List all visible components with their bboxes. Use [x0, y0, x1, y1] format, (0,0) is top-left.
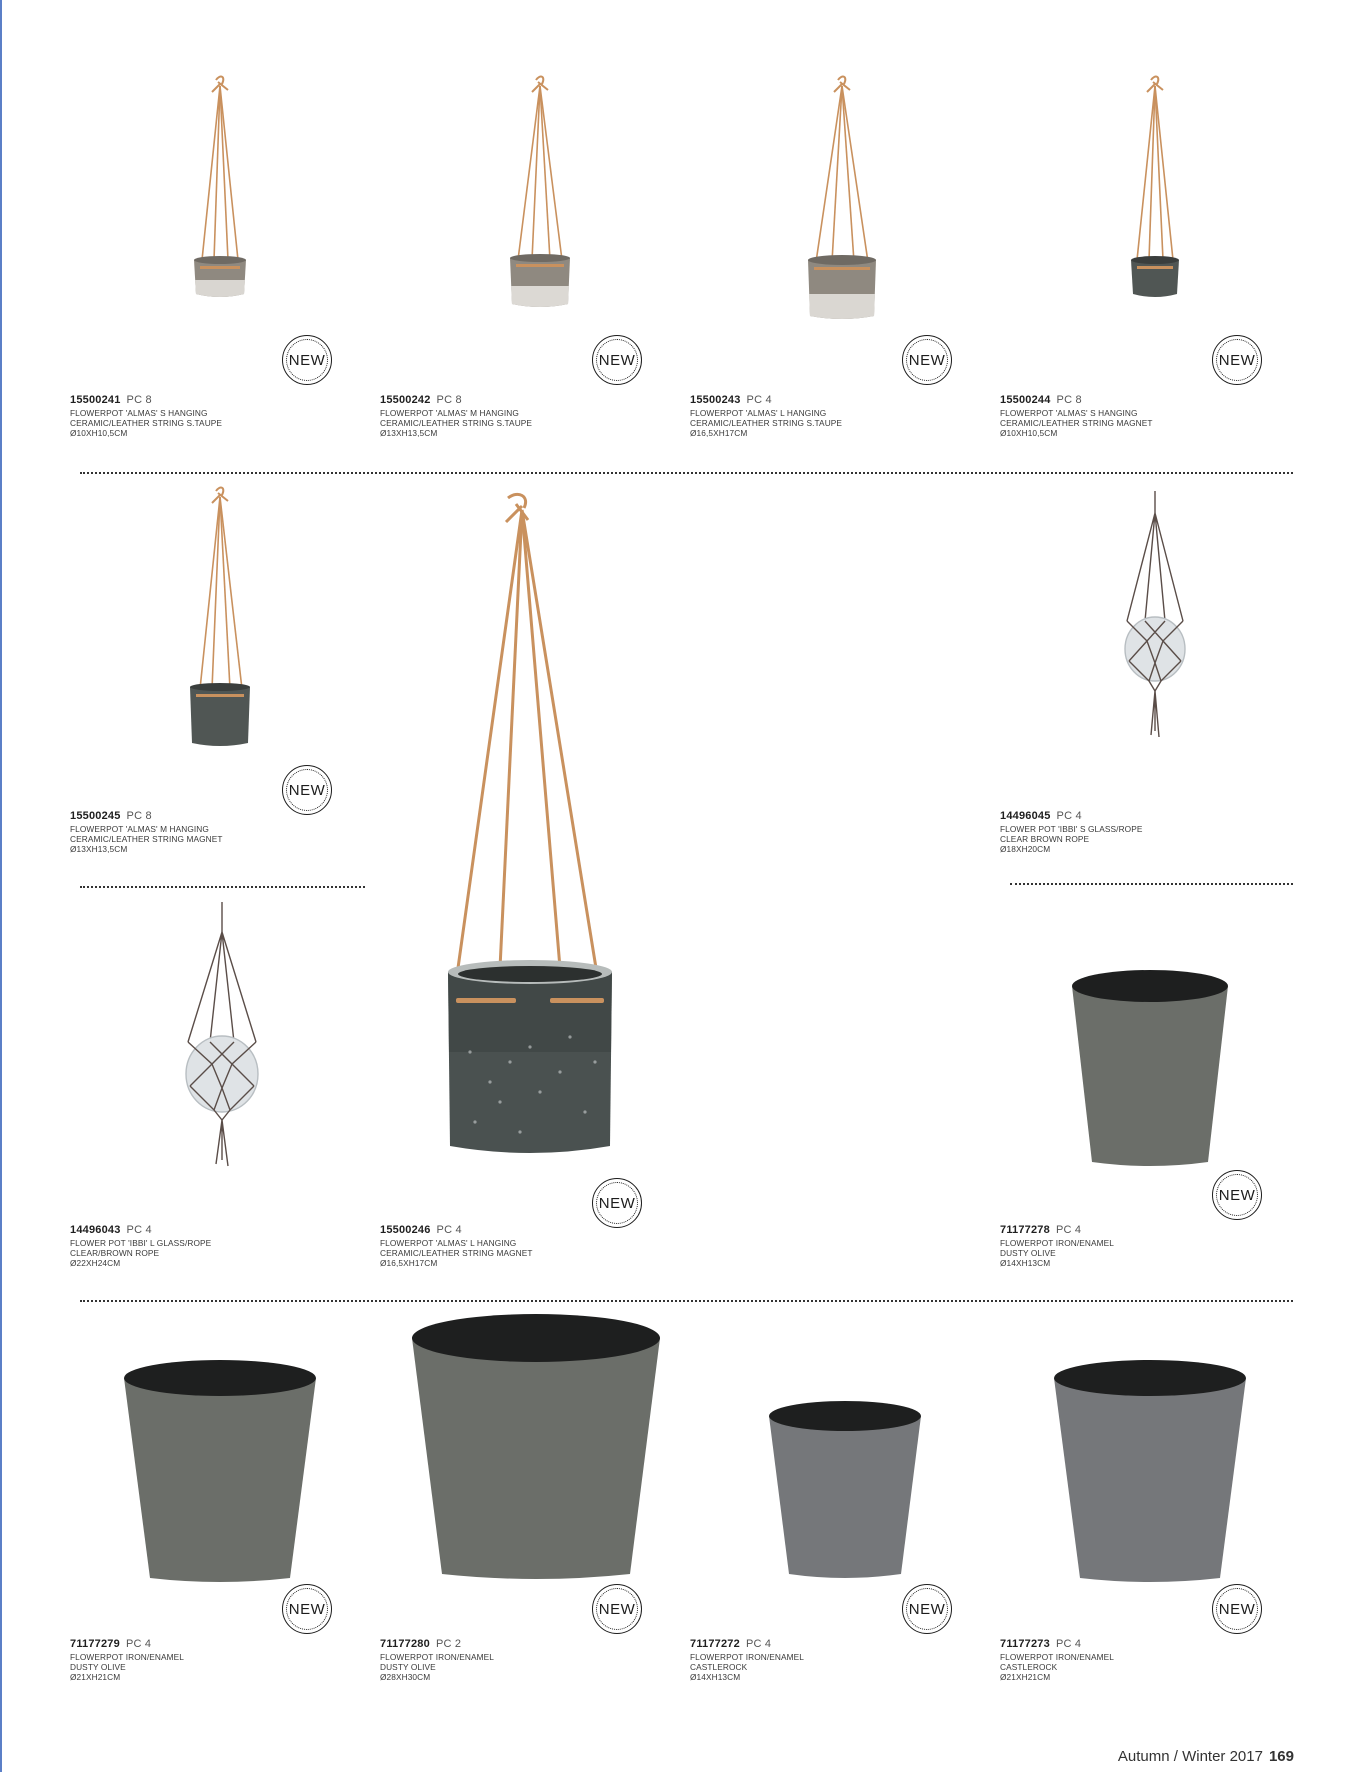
- product-image: [70, 485, 370, 755]
- product-71177280: [380, 1312, 680, 1712]
- product-description: FLOWERPOT 'ALMAS' L HANGING: [690, 408, 827, 418]
- product-material: CERAMIC/LEATHER STRING S.TAUPE: [70, 418, 223, 428]
- iron-pot-image: [690, 1312, 990, 1582]
- new-badge-label: NEW: [1218, 1186, 1256, 1204]
- product-71177278: [1000, 898, 1300, 1298]
- product-code: 15500246: [380, 1224, 431, 1236]
- new-badge-label: NEW: [598, 351, 636, 369]
- hanging-pot-image: [690, 70, 990, 340]
- product-info: [70, 394, 330, 438]
- product-dimensions: Ø16,5XH17CM: [380, 1258, 438, 1268]
- new-badge-label: NEW: [598, 1194, 636, 1212]
- new-badge-label: NEW: [288, 1600, 326, 1618]
- pack-count: PC 4: [1055, 1638, 1082, 1650]
- product-image: [1000, 70, 1300, 340]
- product-dimensions: Ø21XH21CM: [70, 1672, 121, 1682]
- product-dimensions: Ø10XH10,5CM: [1000, 428, 1058, 438]
- product-info: [1000, 1638, 1260, 1682]
- product-description: FLOWERPOT 'ALMAS' S HANGING: [1000, 408, 1138, 418]
- product-code: 14496045: [1000, 810, 1051, 822]
- pack-count: PC 2: [435, 1638, 462, 1650]
- product-code: 15500245: [70, 810, 121, 822]
- product-info: [1000, 394, 1260, 438]
- product-code: 15500243: [690, 394, 741, 406]
- product-info: [1000, 1224, 1260, 1268]
- product-material: CERAMIC/LEATHER STRING MAGNET: [70, 834, 223, 844]
- pack-count: PC 8: [126, 394, 152, 406]
- product-71177279: [70, 1312, 370, 1712]
- product-71177273: [1000, 1312, 1300, 1712]
- product-image: [70, 1312, 370, 1582]
- pack-count: PC 4: [746, 394, 772, 406]
- hanging-pot-image: [70, 485, 370, 755]
- iron-pot-image: [380, 1312, 680, 1582]
- hanging-pot-image: [1000, 70, 1300, 340]
- new-badge-label: NEW: [288, 781, 326, 799]
- section-divider: [80, 1300, 1293, 1302]
- product-material: DUSTY OLIVE: [70, 1662, 126, 1672]
- product-info: [380, 1224, 640, 1268]
- product-code: 15500244: [1000, 394, 1051, 406]
- product-code: 71177273: [1000, 1638, 1050, 1650]
- product-image: [380, 70, 680, 340]
- new-badge: [282, 765, 332, 815]
- pack-count: PC 8: [436, 394, 462, 406]
- product-code: 15500241: [70, 394, 121, 406]
- product-description: FLOWERPOT IRON/ENAMEL: [690, 1652, 804, 1662]
- product-material: CLEAR/BROWN ROPE: [70, 1248, 160, 1258]
- section-divider: [80, 886, 365, 888]
- product-material: CERAMIC/LEATHER STRING S.TAUPE: [690, 418, 843, 428]
- iron-pot-image: [70, 1312, 370, 1582]
- pack-count: PC 4: [1055, 1224, 1082, 1236]
- new-badge: [592, 1178, 642, 1228]
- new-badge: [1212, 1170, 1262, 1220]
- macrame-hanger-image: [70, 898, 370, 1168]
- product-dimensions: Ø14XH13CM: [690, 1672, 741, 1682]
- product-material: CASTLEROCK: [1000, 1662, 1058, 1672]
- product-description: FLOWERPOT IRON/ENAMEL: [380, 1652, 494, 1662]
- product-dimensions: Ø28XH30CM: [380, 1672, 431, 1682]
- product-71177272: [690, 1312, 990, 1712]
- product-material: DUSTY OLIVE: [1000, 1248, 1056, 1258]
- product-material: CASTLEROCK: [690, 1662, 748, 1672]
- pack-count: PC 4: [745, 1638, 772, 1650]
- product-info: [70, 1638, 330, 1682]
- product-info: [690, 1638, 950, 1682]
- product-material: CERAMIC/LEATHER STRING S.TAUPE: [380, 418, 533, 428]
- hanging-pot-image: [380, 70, 680, 340]
- pack-count: PC 4: [436, 1224, 462, 1236]
- product-description: FLOWERPOT IRON/ENAMEL: [1000, 1652, 1114, 1662]
- product-image: [380, 1312, 680, 1582]
- page-number: 169: [1268, 1748, 1294, 1765]
- product-info: [380, 394, 640, 438]
- hanging-pot-large-image: [380, 492, 680, 1172]
- product-code: 71177279: [70, 1638, 120, 1650]
- new-badge-label: NEW: [1218, 1600, 1256, 1618]
- product-description: FLOWERPOT 'ALMAS' S HANGING: [70, 408, 208, 418]
- product-dimensions: Ø13XH13,5CM: [70, 844, 128, 854]
- product-description: FLOWERPOT IRON/ENAMEL: [1000, 1238, 1114, 1248]
- product-dimensions: Ø13XH13,5CM: [380, 428, 438, 438]
- pack-count: PC 4: [126, 1224, 152, 1236]
- product-code: 71177278: [1000, 1224, 1050, 1236]
- product-description: FLOWERPOT IRON/ENAMEL: [70, 1652, 184, 1662]
- new-badge: [592, 335, 642, 385]
- product-material: CERAMIC/LEATHER STRING MAGNET: [1000, 418, 1153, 428]
- product-dimensions: Ø16,5XH17CM: [690, 428, 748, 438]
- product-code: 15500242: [380, 394, 431, 406]
- product-dimensions: Ø18XH20CM: [1000, 844, 1051, 854]
- new-badge: [902, 335, 952, 385]
- product-14496045: [1000, 485, 1300, 885]
- pack-count: PC 4: [1056, 810, 1082, 822]
- product-image: [1000, 898, 1300, 1168]
- product-image: [70, 70, 370, 340]
- hanging-pot-image: [70, 70, 370, 340]
- pack-count: PC 8: [1056, 394, 1082, 406]
- product-dimensions: Ø14XH13CM: [1000, 1258, 1051, 1268]
- product-description: FLOWERPOT 'ALMAS' L HANGING: [380, 1238, 517, 1248]
- new-badge: [1212, 1584, 1262, 1634]
- new-badge: [902, 1584, 952, 1634]
- product-dimensions: Ø10XH10,5CM: [70, 428, 128, 438]
- pack-count: PC 4: [125, 1638, 152, 1650]
- product-description: FLOWER POT 'IBBI' L GLASS/ROPE: [70, 1238, 212, 1248]
- product-image: [380, 492, 680, 1172]
- product-description: FLOWERPOT 'ALMAS' M HANGING: [70, 824, 209, 834]
- catalog-season: Autumn / Winter 2017: [1117, 1748, 1263, 1765]
- product-info: [1000, 810, 1260, 854]
- product-image: [1000, 1312, 1300, 1582]
- product-material: DUSTY OLIVE: [380, 1662, 436, 1672]
- product-material: CERAMIC/LEATHER STRING MAGNET: [380, 1248, 533, 1258]
- product-code: 14496043: [70, 1224, 121, 1236]
- new-badge: [282, 1584, 332, 1634]
- product-info: [70, 810, 330, 854]
- new-badge: [592, 1584, 642, 1634]
- new-badge-label: NEW: [908, 1600, 946, 1618]
- section-divider: [80, 472, 1293, 474]
- product-dimensions: Ø22XH24CM: [70, 1258, 121, 1268]
- product-14496043: [70, 898, 370, 1298]
- iron-pot-image: [1000, 1312, 1300, 1582]
- product-15500246: [380, 492, 680, 1282]
- product-info: [380, 1638, 640, 1682]
- product-image: [1000, 485, 1300, 755]
- product-info: [70, 1224, 330, 1268]
- product-15500244: [1000, 70, 1300, 470]
- macrame-hanger-image: [1000, 485, 1300, 755]
- product-dimensions: Ø21XH21CM: [1000, 1672, 1051, 1682]
- product-15500242: [380, 70, 680, 470]
- new-badge: [282, 335, 332, 385]
- product-code: 71177280: [380, 1638, 430, 1650]
- product-info: [690, 394, 950, 438]
- page-footer: [1118, 1748, 1294, 1765]
- product-image: [70, 898, 370, 1168]
- product-15500245: [70, 485, 370, 885]
- new-badge-label: NEW: [598, 1600, 636, 1618]
- product-code: 71177272: [690, 1638, 740, 1650]
- new-badge: [1212, 335, 1262, 385]
- product-material: CLEAR BROWN ROPE: [1000, 834, 1090, 844]
- product-15500243: [690, 70, 990, 470]
- pack-count: PC 8: [126, 810, 152, 822]
- new-badge-label: NEW: [288, 351, 326, 369]
- iron-pot-image: [1000, 898, 1300, 1168]
- product-description: FLOWER POT 'IBBI' S GLASS/ROPE: [1000, 824, 1143, 834]
- product-image: [690, 1312, 990, 1582]
- new-badge-label: NEW: [908, 351, 946, 369]
- product-15500241: [70, 70, 370, 470]
- page-edge: [0, 0, 2, 1772]
- product-description: FLOWERPOT 'ALMAS' M HANGING: [380, 408, 519, 418]
- new-badge-label: NEW: [1218, 351, 1256, 369]
- product-image: [690, 70, 990, 340]
- section-divider: [1010, 883, 1293, 885]
